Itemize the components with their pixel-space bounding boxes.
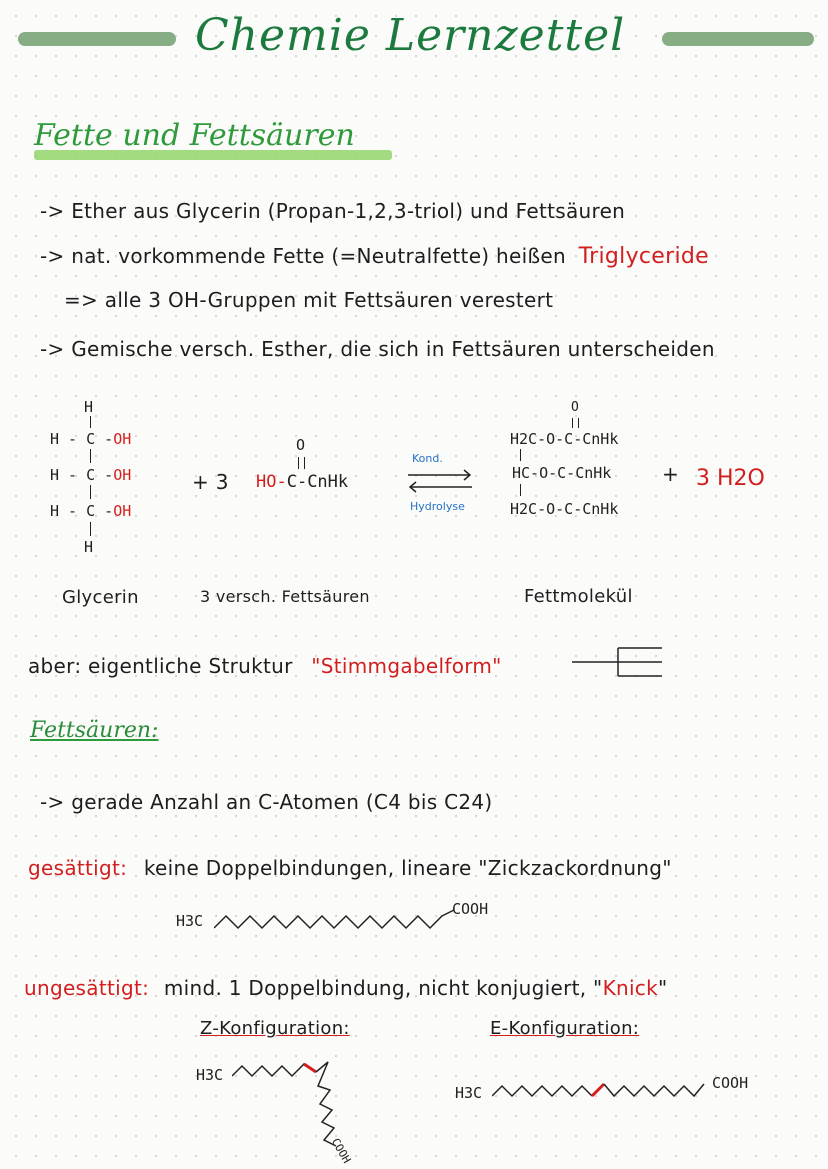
acid-oxygen: O [296,436,306,454]
e-chain-start: H3C [455,1084,483,1102]
fat-label: Fettmolekül [524,586,633,607]
acid-formula [256,472,348,492]
section-heading-fette: Fette und Fettsäuren [34,118,355,153]
page-title: Chemie Lernzettel [195,10,626,61]
glycerin-row-2 [50,466,131,484]
fat-row-2: HC-O-C-CnHk [512,464,612,482]
saturated-chain-end: COOH [452,900,489,918]
saturated-chain-start: H3C [176,912,204,930]
glycerin-row-2-left: H - C - [50,466,114,484]
section-heading-fettsaeuren: Fettsäuren: [30,718,159,743]
glycerin-oh-2: OH [113,466,132,484]
knick-quote: " [658,976,668,1000]
structure-text [28,654,502,678]
glycerin-row-3 [50,502,131,520]
fat-row-3: H2C-O-C-CnHk [510,500,619,518]
glycerin-bond-bottom [90,522,91,536]
unsaturated-line [24,976,668,1000]
plus-three: + 3 [192,470,229,494]
fat-oxygen: O [571,400,579,415]
equilibrium-arrow-icon [404,468,476,494]
arrow-kondensation-label: Kond. [412,452,443,465]
structure-label: aber: eigentliche Struktur [28,654,293,678]
acid-ho-group: HO- [256,472,287,492]
glycerin-bond-1 [90,449,91,463]
unsaturated-text: mind. 1 Doppelbindung, nicht konjugiert, " [163,976,603,1000]
saturated-label: gesättigt: [28,856,128,880]
water-product: 3 H2O [696,466,765,491]
bullet-oh-gruppen: => alle 3 OH-Gruppen mit Fettsäuren verestert [64,288,554,312]
z-chain-start: H3C [196,1066,224,1084]
bullet-neutralfette-text: -> nat. vorkommende Fette (=Neutralfette) heißen [40,244,566,268]
saturated-zigzag-icon [214,906,458,934]
e-chain-end: COOH [712,1074,749,1092]
stimmgabel-term: "Stimmgabelform" [311,654,502,678]
acid-label: 3 versch. Fettsäuren [200,587,370,606]
glycerin-bond-top [90,416,91,428]
bullet-gemische: -> Gemische versch. Esther, die sich in Fettsäuren unterscheiden [40,337,715,361]
e-config-label: E-Konfiguration: [490,1018,640,1039]
fat-bond-2 [520,484,521,496]
knick-term: Knick [602,976,658,1000]
glycerin-oh-1: OH [113,430,132,448]
saturated-line [28,856,672,880]
fat-double-bond [572,418,579,428]
glycerin-row-3-left: H - C - [50,502,114,520]
glycerin-bond-2 [90,485,91,499]
acid-double-bond [298,457,305,469]
glycerin-top-h: H [84,398,94,416]
bullet-c-atome: -> gerade Anzahl an C-Atomen (C4 bis C24) [40,790,493,814]
acid-chain: C-CnHk [286,472,349,492]
title-bar-left [18,32,176,46]
glycerin-oh-3: OH [113,502,132,520]
glycerin-bottom-h: H [84,538,94,556]
fat-bond-1 [520,449,521,461]
title-bar-right [662,32,814,46]
e-configuration-chain-icon [492,1074,714,1106]
plus-water: + [662,462,680,486]
z-chain-end: COOH [328,1136,354,1166]
bullet-neutralfette [40,244,709,269]
arrow-hydrolyse-label: Hydrolyse [410,500,465,513]
tuning-fork-icon [570,642,666,682]
saturated-text: keine Doppelbindungen, lineare "Zickzackordnung" [143,856,672,880]
fat-row-1: H2C-O-C-CnHk [510,430,619,448]
z-config-label: Z-Konfiguration: [200,1018,350,1039]
glycerin-label: Glycerin [62,587,139,608]
triglyceride-term: Triglyceride [578,244,710,269]
glycerin-row-1-left: H - C - [50,430,114,448]
unsaturated-label: ungesättigt: [24,976,150,1000]
glycerin-row-1 [50,430,131,448]
bullet-ether: -> Ether aus Glycerin (Propan-1,2,3-triol) und Fettsäuren [40,199,626,223]
